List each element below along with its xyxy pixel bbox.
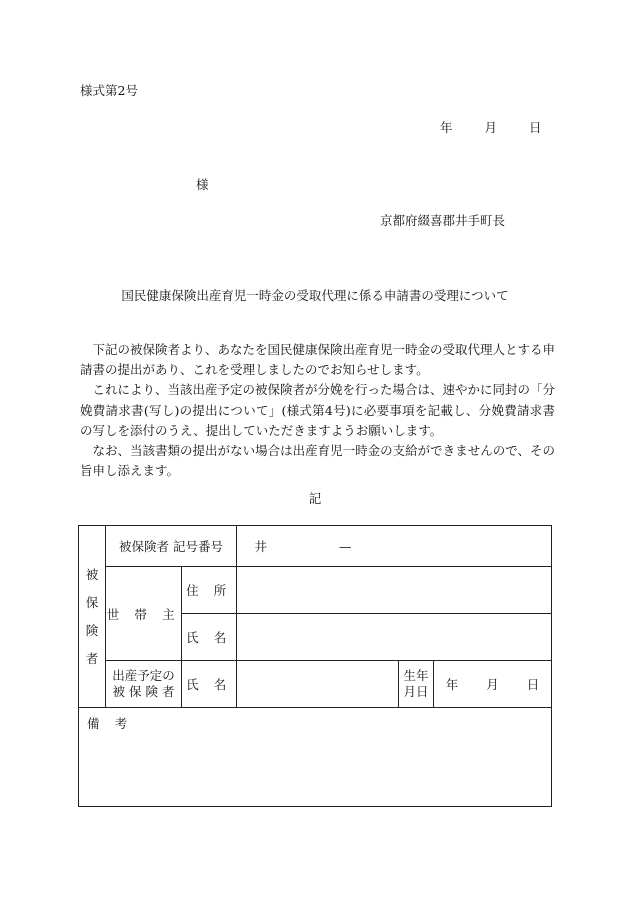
insured-form-table bbox=[78, 525, 552, 807]
household-head-name-field[interactable] bbox=[237, 614, 552, 661]
expectant-name-label: 氏 名 bbox=[182, 661, 237, 708]
insured-number-dash: — bbox=[338, 539, 352, 554]
birth-day: 日 bbox=[526, 677, 540, 692]
insured-side-label: 被 保 険 者 bbox=[79, 526, 106, 708]
insured-number-prefix: 井 bbox=[254, 539, 268, 554]
ki-marker: 記 bbox=[308, 491, 322, 506]
household-head-name-label: 氏 名 bbox=[182, 614, 237, 661]
date-year: 年 bbox=[440, 120, 453, 135]
birth-date-field[interactable] bbox=[434, 661, 552, 708]
addressee-suffix: 様 bbox=[196, 177, 209, 192]
birth-date-label: 生年 月日 bbox=[399, 661, 434, 708]
document-title: 国民健康保険出産育児一時金の受取代理に係る申請書の受理について bbox=[121, 288, 509, 303]
birth-year: 年 bbox=[445, 677, 459, 692]
form-number: 様式第2号 bbox=[80, 83, 138, 98]
body-text bbox=[80, 340, 555, 481]
remarks-label: 備 考 bbox=[87, 716, 133, 731]
remarks-field[interactable] bbox=[79, 708, 552, 807]
paragraph: これにより、当該出産予定の被保険者が分娩を行った場合は、速やかに同封の「分娩費請求書(写し)の提出について」(様式第4号)に必要事項を記載し、分娩費請求書の写しを添付のうえ、提出していただきますようお願いします。 bbox=[80, 382, 556, 438]
paragraph: 下記の被保険者より、あなたを国民健康保険出産育児一時金の受取代理人とする申請書の提出があり、これを受理しましたのでお知らせします。 bbox=[80, 342, 556, 378]
birth-month: 月 bbox=[486, 677, 499, 692]
paragraph: なお、当該書類の提出がない場合は出産育児一時金の支給ができませんので、その旨申し添えます。 bbox=[80, 443, 555, 479]
expectant-name-field[interactable] bbox=[237, 661, 399, 708]
expectant-insured-label: 出産予定の 被 保 険 者 bbox=[106, 661, 182, 708]
issuer: 京都府綴喜郡井手町長 bbox=[380, 213, 506, 228]
date-month: 月 bbox=[484, 120, 497, 135]
address-label: 住 所 bbox=[182, 567, 237, 614]
insured-number-field[interactable] bbox=[237, 526, 552, 567]
address-field[interactable] bbox=[237, 567, 552, 614]
issue-date bbox=[440, 118, 541, 136]
insured-number-label: 被保険者 記号番号 bbox=[106, 526, 237, 567]
date-day: 日 bbox=[528, 120, 542, 135]
household-head-label: 世 帯 主 bbox=[106, 567, 182, 661]
